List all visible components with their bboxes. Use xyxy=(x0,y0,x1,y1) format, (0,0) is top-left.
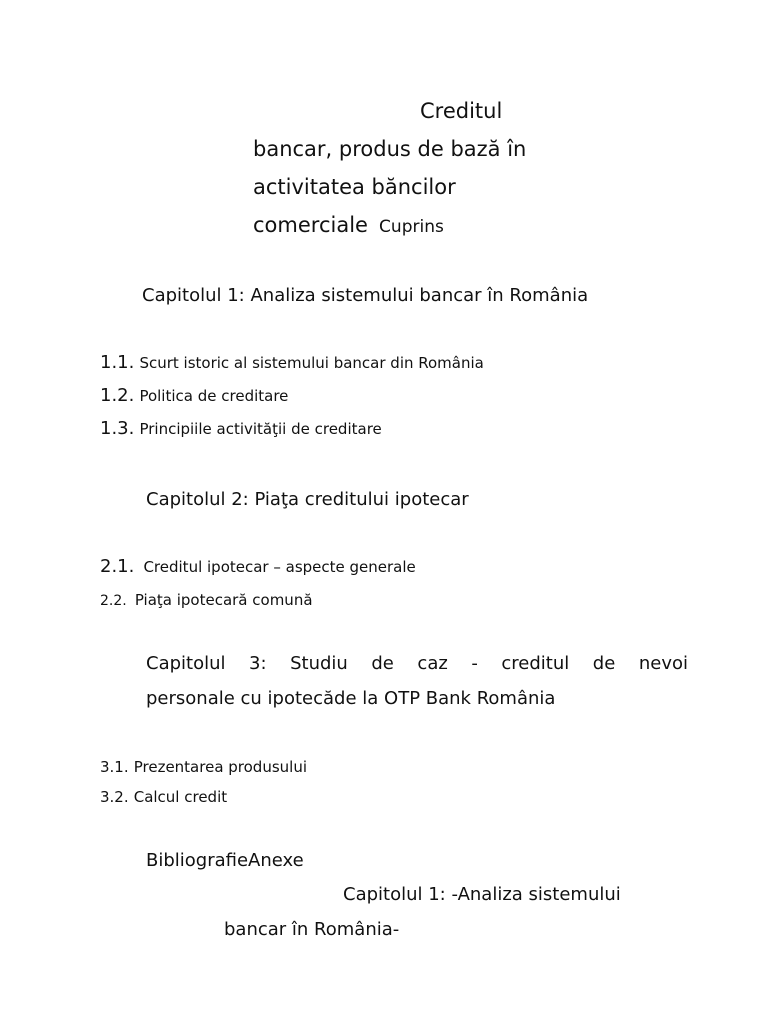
toc-item-3-2 xyxy=(100,787,227,806)
toc-chapter-3-line-1: Capitolul 3: Studiu de caz - creditul de nevoi xyxy=(146,653,688,674)
toc-item-number: 2.2. xyxy=(100,593,127,609)
toc-item-number: 3.2. xyxy=(100,788,129,806)
section-heading-line-1: Capitolul 1: -Analiza sistemului xyxy=(343,884,621,905)
toc-item-1-2 xyxy=(100,385,288,406)
contents-label: Cuprins xyxy=(379,217,444,237)
title-line-2: bancar, produs de bază în xyxy=(253,137,527,161)
section-heading-line-2: bancar în România- xyxy=(224,919,400,940)
toc-item-number: 3.1. xyxy=(100,758,129,776)
toc-closing: BibliografieAnexe xyxy=(146,850,304,871)
toc-item-1-1 xyxy=(100,352,484,373)
toc-item-number: 2.1. xyxy=(100,556,135,577)
toc-item-1-3 xyxy=(100,418,382,439)
title-line-4: comerciale xyxy=(253,213,368,237)
toc-item-text: Creditul ipotecar – aspecte generale xyxy=(143,558,416,576)
toc-item-text: Calcul credit xyxy=(133,788,228,806)
title-line-4-row xyxy=(253,211,444,239)
toc-item-2-1 xyxy=(100,556,416,577)
toc-item-text: Principiile activităţii de creditare xyxy=(139,420,382,438)
title-line-1: Creditul xyxy=(420,99,503,123)
toc-item-2-2 xyxy=(100,590,313,609)
toc-item-text: Prezentarea produsului xyxy=(133,758,308,776)
toc-item-text: Piaţa ipotecară comună xyxy=(134,591,313,609)
toc-chapter-1: Capitolul 1: Analiza sistemului bancar în România xyxy=(142,285,589,306)
toc-item-number: 1.2. xyxy=(100,385,135,406)
toc-item-number: 1.1. xyxy=(100,352,135,373)
title-line-3: activitatea băncilor xyxy=(253,175,456,199)
toc-chapter-2: Capitolul 2: Piaţa creditului ipotecar xyxy=(146,489,469,510)
toc-item-3-1 xyxy=(100,757,307,776)
toc-item-text: Scurt istoric al sistemului bancar din România xyxy=(139,354,484,372)
toc-item-text: Politica de creditare xyxy=(139,387,289,405)
toc-item-number: 1.3. xyxy=(100,418,135,439)
toc-chapter-3-line-2: personale cu ipotecăde la OTP Bank România xyxy=(146,688,556,709)
